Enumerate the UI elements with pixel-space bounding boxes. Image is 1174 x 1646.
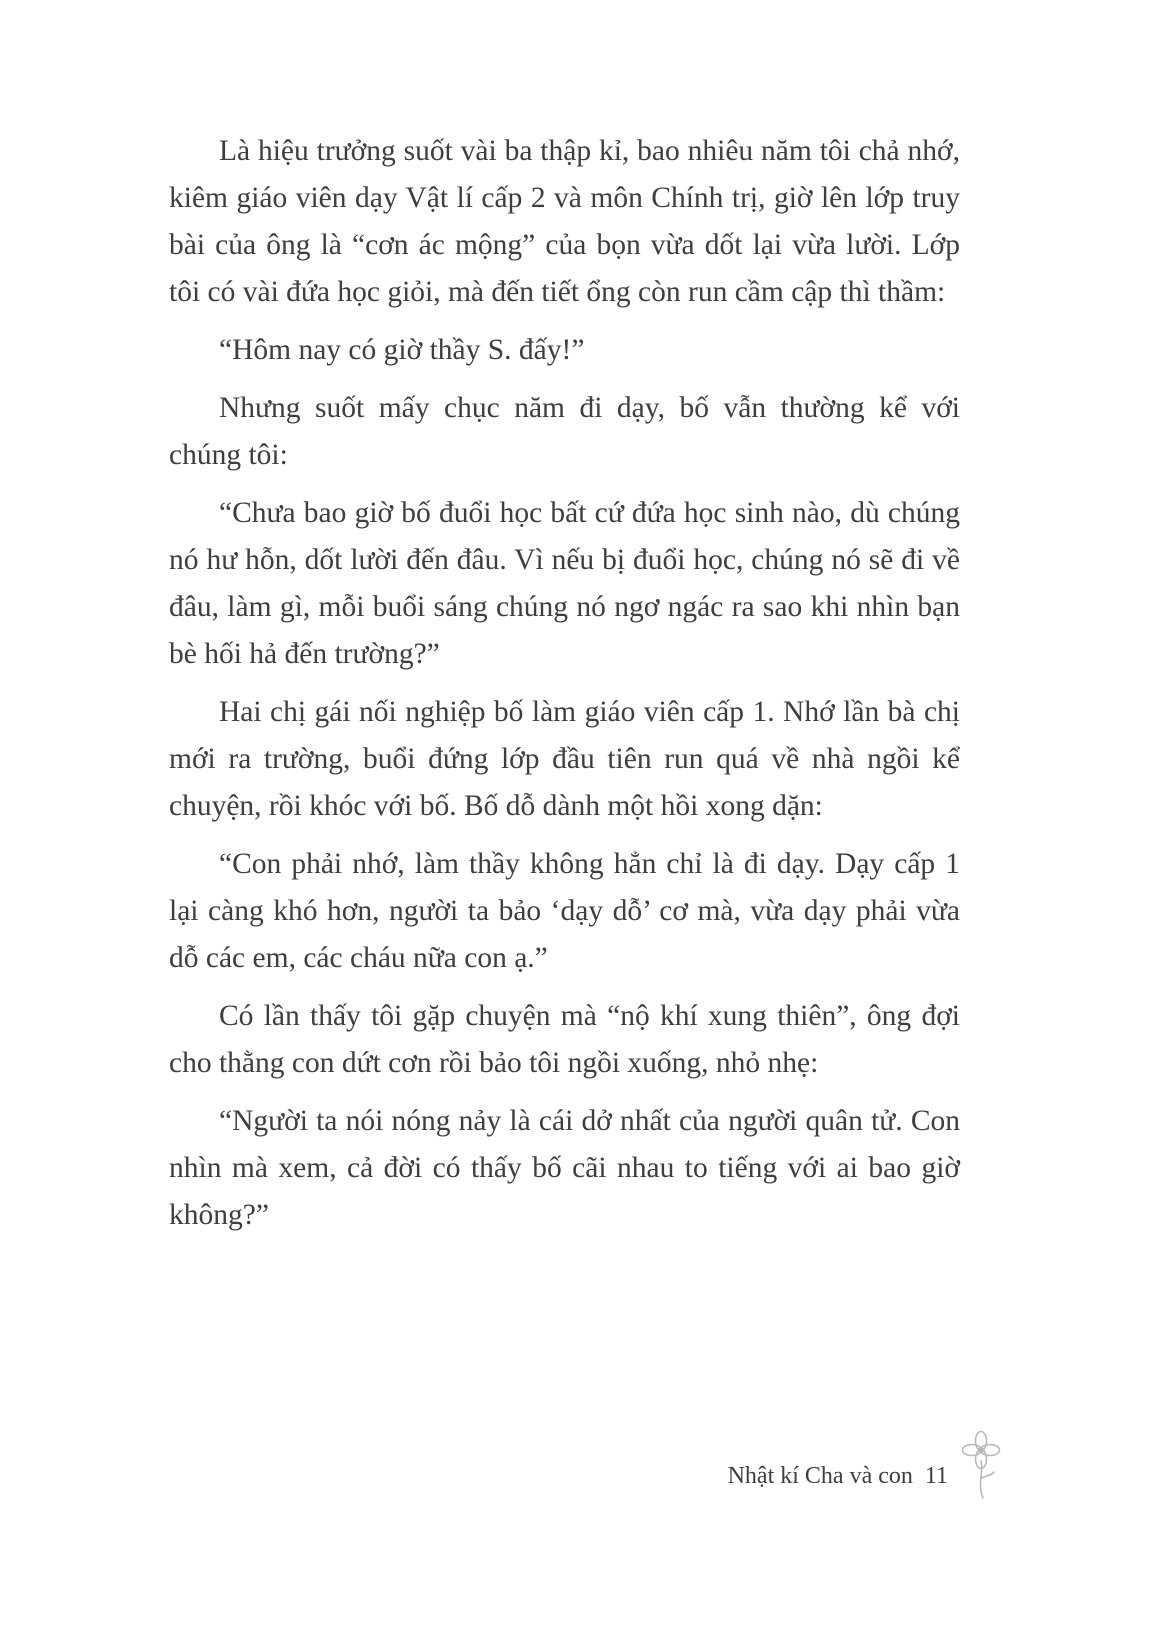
paragraph: Hai chị gái nối nghiệp bố làm giáo viên cấp 1. Nhớ lần bà chị mới ra trường, buổi đứng lớp đầu tiên run quá về nhà ngồi kể chuyện, rồi khóc với bố. Bố dỗ dành một hồi xong dặn: bbox=[169, 696, 960, 822]
paragraph: “Chưa bao giờ bố đuổi học bất cứ đứa học sinh nào, dù chúng nó hư hỗn, dốt lười đến đâu. Vì nếu bị đuổi học, chúng nó sẽ đi về đâu, làm gì, mỗi buổi sáng chúng nó ngơ ngác ra sao khi nhìn bạn bè hối hả đến trường?” bbox=[169, 497, 960, 670]
footer-page-number: 11 bbox=[924, 1463, 948, 1489]
paragraph: “Con phải nhớ, làm thầy không hẳn chỉ là đi dạy. Dạy cấp 1 lại càng khó hơn, người ta bảo ‘dạy dỗ’ cơ mà, vừa dạy phải vừa dỗ các em, các cháu nữa con ạ.” bbox=[169, 848, 960, 974]
page-footer bbox=[728, 1428, 1002, 1502]
paragraph: Có lần thấy tôi gặp chuyện mà “nộ khí xung thiên”, ông đợi cho thằng con dứt cơn rồi bảo tôi ngồi xuống, nhỏ nhẹ: bbox=[169, 1000, 960, 1079]
running-footer bbox=[728, 1442, 948, 1488]
paragraph: “Người ta nói nóng nảy là cái dở nhất của người quân tử. Con nhìn mà xem, cả đời có thấy bố cãi nhau to tiếng với ai bao giờ không?” bbox=[169, 1105, 960, 1231]
paragraph: Nhưng suốt mấy chục năm đi dạy, bố vẫn thường kể với chúng tôi: bbox=[169, 392, 960, 471]
footer-book-title: Nhật kí Cha và con bbox=[727, 1463, 913, 1489]
flower-icon bbox=[960, 1428, 1002, 1502]
page-content bbox=[169, 128, 960, 1250]
paragraph: “Hôm nay có giờ thầy S. đấy!” bbox=[219, 334, 585, 366]
paragraph: Là hiệu trưởng suốt vài ba thập kỉ, bao nhiêu năm tôi chả nhớ, kiêm giáo viên dạy Vật lí cấp 2 và môn Chính trị, giờ lên lớp truy bài của ông là “cơn ác mộng” của bọn vừa dốt lại vừa lười. Lớp tôi có vài đứa học giỏi, mà đến tiết ổng còn run cầm cập thì thầm: bbox=[169, 135, 960, 308]
